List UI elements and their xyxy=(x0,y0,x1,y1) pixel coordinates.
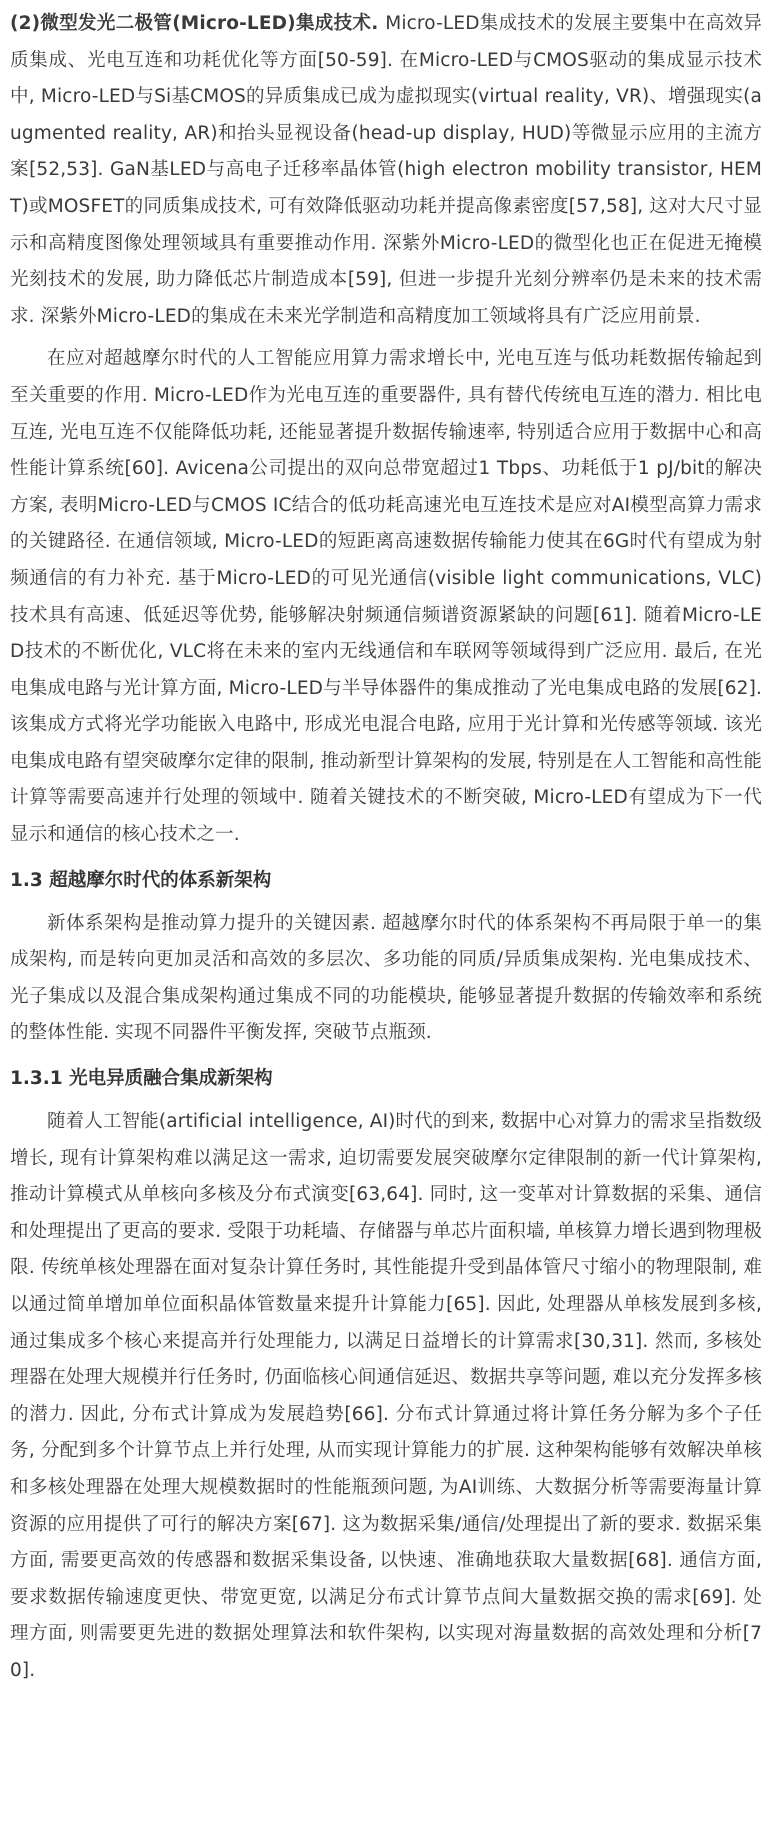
paragraph-lead-title: (2)微型发光二极管(Micro-LED)集成技术. xyxy=(10,13,386,34)
section-heading-1-3: 1.3 超越摩尔时代的体系新架构 xyxy=(10,869,272,891)
paragraph-optical-interconnect: 在应对超越摩尔时代的人工智能应用算力需求增长中, 光电互连与低功耗数据传输起到至关重要的作用. Micro-LED作为光电互连的重要器件, 具有替代传统电互连的潜力. 相比电互连, 光电互连不仅能降低功耗, 还能显著提升数据传输速率, 特别适合应用于数据中心和高性能计算系统[60]. Avicena公司提出的双向总带宽超过1 Tbps、功耗低于1 pJ/bit的解决方案, 表明Micro-LED与CMOS IC结合的低功耗高速光电互连技术是应对AI模型高算力需求的关键路径. 在通信领域, Micro-LED的短距离高速数据传输能力使其在6G时代有望成为射频通信的有力补充. 基于Micro-LED的可见光通信(visible light communications, VLC)技术具有高速、低延迟等优势, 能够解决射频通信频谱资源紧缺的问题[61]. 随着Micro-LED技术的不断优化, VLC将在未来的室内无线通信和车联网等领域得到广泛应用. 最后, 在光电集成电路与光计算方面, Micro-LED与半导体器件的集成推动了光电集成电路的发展[62]. 该集成方式将光学功能嵌入电路中, 形成光电混合电路, 应用于光计算和光传感等领域. 该光电集成电路有望突破摩尔定律的限制, 推动新型计算架构的发展, 特别是在人工智能和高性能计算等需要高速并行处理的领域中. 随着关键技术的不断突破, Micro-LED有望成为下一代显示和通信的核心技术之一. xyxy=(10,348,762,846)
paragraph-architecture-intro: 新体系架构是推动算力提升的关键因素. 超越摩尔时代的体系架构不再局限于单一的集成架构, 而是转向更加灵活和高效的多层次、多功能的同质/异质集成架构. 光电集成技术、光子集成以及混合集成架构通过集成不同的功能模块, 能够显著提升数据的传输效率和系统的整体性能. 实现不同器件平衡发挥, 突破节点瓶颈. xyxy=(10,912,762,1044)
section-heading-1-3-1: 1.3.1 光电异质融合集成新架构 xyxy=(10,1068,273,1090)
paragraph-micro-led-text: Micro-LED集成技术的发展主要集中在高效异质集成、光电互连和功耗优化等方面[50-59]. 在Micro-LED与CMOS驱动的集成显示技术中, Micro-LED与Si基CMOS的异质集成已成为虚拟现实(virtual reality, VR)、增强现实(augmented reality, AR)和抬头显视设备(head-up display, HUD)等微显示应用的主流方案[52,53]. GaN基LED与高电子迁移率晶体管(high electron mobility transistor, HEMT)或MOSFET的同质集成技术, 可有效降低驱动功耗并提高像素密度[57,58], 这对大尺寸显示和高精度图像处理领域具有重要推动作用. 深紫外Micro-LED的微型化也正在促进无掩模光刻技术的发展, 助力降低芯片制造成本[59], 但进一步提升光刻分辨率仍是未来的技术需求. 深紫外Micro-LED的集成在未来光学制造和高精度加工领域将具有广泛应用前景. xyxy=(10,13,762,327)
paragraph-ai-era: 随着人工智能(artificial intelligence, AI)时代的到来, 数据中心对算力的需求呈指数级增长, 现有计算架构难以满足这一需求, 迫切需要发展突破摩尔定律限制的新一代计算架构, 推动计算模式从单核向多核及分布式演变[63,64]. 同时, 这一变革对计算数据的采集、通信和处理提出了更高的要求. 受限于功耗墙、存储器与单芯片面积墙, 单核算力增长遇到物理极限. 传统单核处理器在面对复杂计算任务时, 其性能提升受到晶体管尺寸缩小的物理限制, 难以通过简单增加单位面积晶体管数量来提升计算能力[65]. 因此, 处理器从单核发展到多核, 通过集成多个核心来提高并行处理能力, 以满足日益增长的计算需求[30,31]. 然而, 多核处理器在处理大规模并行任务时, 仍面临核心间通信延迟、数据共享等问题, 难以充分发挥多核的潜力. 因此, 分布式计算成为发展趋势[66]. 分布式计算通过将计算任务分解为多个子任务, 分配到多个计算节点上并行处理, 从而实现计算能力的扩展. 这种架构能够有效解决单核和多核处理器在处理大规模数据时的性能瓶颈问题, 为AI训练、大数据分析等需要海量计算资源的应用提供了可行的解决方案[67]. 这为数据采集/通信/处理提出了新的要求. 数据采集方面, 需要更高效的传感器和数据采集设备, 以快速、准确地获取大量数据[68]. 通信方面, 要求数据传输速度更快、带宽更宽, 以满足分布式计算节点间大量数据交换的需求[69]. 处理方面, 则需要更先进的数据处理算法和软件架构, 以实现对海量数据的高效处理和分析[70]. xyxy=(10,1111,762,1681)
paragraph-micro-led xyxy=(10,6,762,335)
